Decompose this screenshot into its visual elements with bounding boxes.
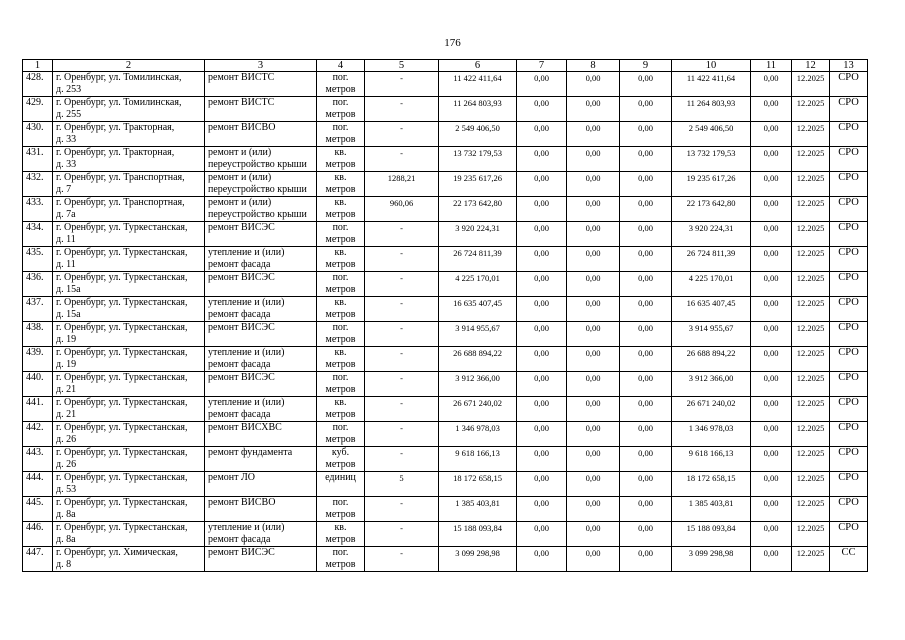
- work-type-cell: ремонт ВИСТС: [205, 72, 317, 97]
- local-funds-cell: 0,00: [620, 247, 672, 272]
- other-funds-cell: 0,00: [751, 247, 792, 272]
- row-number: 442.: [23, 422, 53, 447]
- fund-method-cell: СРО: [830, 222, 868, 247]
- column-header: 5: [365, 60, 439, 72]
- federal-funds-cell: 0,00: [517, 547, 567, 572]
- regional-funds-cell: 0,00: [567, 72, 620, 97]
- total-cost-cell: 1 346 978,03: [439, 422, 517, 447]
- fund-method-cell: СРО: [830, 422, 868, 447]
- local-funds-cell: 0,00: [620, 372, 672, 397]
- deadline-cell: 12.2025: [792, 347, 830, 372]
- work-type-cell: ремонт ВИСЭС: [205, 547, 317, 572]
- local-funds-cell: 0,00: [620, 322, 672, 347]
- total-cost-cell: 3 920 224,31: [439, 222, 517, 247]
- address-cell: г. Оренбург, ул. Томилинская, д. 255: [53, 97, 205, 122]
- work-type-cell: ремонт ВИСЭС: [205, 222, 317, 247]
- row-number: 440.: [23, 372, 53, 397]
- local-funds-cell: 0,00: [620, 297, 672, 322]
- column-header: 10: [672, 60, 751, 72]
- owner-funds-cell: 11 264 803,93: [672, 97, 751, 122]
- quantity-cell: -: [365, 272, 439, 297]
- deadline-cell: 12.2025: [792, 447, 830, 472]
- quantity-cell: -: [365, 422, 439, 447]
- federal-funds-cell: 0,00: [517, 397, 567, 422]
- unit-cell: пог. метров: [317, 222, 365, 247]
- row-number: 445.: [23, 497, 53, 522]
- owner-funds-cell: 26 688 894,22: [672, 347, 751, 372]
- quantity-cell: 960,06: [365, 197, 439, 222]
- local-funds-cell: 0,00: [620, 147, 672, 172]
- column-header: 4: [317, 60, 365, 72]
- federal-funds-cell: 0,00: [517, 297, 567, 322]
- work-type-cell: ремонт фундамента: [205, 447, 317, 472]
- unit-cell: пог. метров: [317, 322, 365, 347]
- other-funds-cell: 0,00: [751, 172, 792, 197]
- address-cell: г. Оренбург, ул. Транспортная, д. 7а: [53, 197, 205, 222]
- owner-funds-cell: 26 724 811,39: [672, 247, 751, 272]
- regional-funds-cell: 0,00: [567, 547, 620, 572]
- work-type-cell: ремонт ЛО: [205, 472, 317, 497]
- unit-cell: пог. метров: [317, 422, 365, 447]
- address-cell: г. Оренбург, ул. Туркестанская, д. 11: [53, 222, 205, 247]
- quantity-cell: -: [365, 247, 439, 272]
- other-funds-cell: 0,00: [751, 547, 792, 572]
- total-cost-cell: 18 172 658,15: [439, 472, 517, 497]
- deadline-cell: 12.2025: [792, 147, 830, 172]
- owner-funds-cell: 3 099 298,98: [672, 547, 751, 572]
- work-type-cell: ремонт ВИСЭС: [205, 272, 317, 297]
- table-row: [23, 447, 868, 472]
- unit-cell: кв. метров: [317, 197, 365, 222]
- quantity-cell: -: [365, 72, 439, 97]
- work-type-cell: утепление и (или) ремонт фасада: [205, 397, 317, 422]
- unit-cell: пог. метров: [317, 122, 365, 147]
- work-type-cell: ремонт и (или) переустройство крыши: [205, 147, 317, 172]
- owner-funds-cell: 16 635 407,45: [672, 297, 751, 322]
- regional-funds-cell: 0,00: [567, 197, 620, 222]
- table-row: [23, 372, 868, 397]
- quantity-cell: -: [365, 397, 439, 422]
- unit-cell: единиц: [317, 472, 365, 497]
- fund-method-cell: СРО: [830, 497, 868, 522]
- quantity-cell: -: [365, 372, 439, 397]
- federal-funds-cell: 0,00: [517, 422, 567, 447]
- local-funds-cell: 0,00: [620, 197, 672, 222]
- regional-funds-cell: 0,00: [567, 122, 620, 147]
- address-cell: г. Оренбург, ул. Туркестанская, д. 26: [53, 422, 205, 447]
- total-cost-cell: 26 671 240,02: [439, 397, 517, 422]
- deadline-cell: 12.2025: [792, 197, 830, 222]
- row-number: 437.: [23, 297, 53, 322]
- deadline-cell: 12.2025: [792, 72, 830, 97]
- regional-funds-cell: 0,00: [567, 447, 620, 472]
- row-number: 435.: [23, 247, 53, 272]
- other-funds-cell: 0,00: [751, 147, 792, 172]
- table-row: [23, 222, 868, 247]
- row-number: 446.: [23, 522, 53, 547]
- federal-funds-cell: 0,00: [517, 222, 567, 247]
- other-funds-cell: 0,00: [751, 297, 792, 322]
- address-cell: г. Оренбург, ул. Туркестанская, д. 26: [53, 447, 205, 472]
- row-number: 428.: [23, 72, 53, 97]
- regional-funds-cell: 0,00: [567, 97, 620, 122]
- table-row: [23, 497, 868, 522]
- quantity-cell: 5: [365, 472, 439, 497]
- federal-funds-cell: 0,00: [517, 122, 567, 147]
- total-cost-cell: 26 724 811,39: [439, 247, 517, 272]
- address-cell: г. Оренбург, ул. Тракторная, д. 33: [53, 122, 205, 147]
- address-cell: г. Оренбург, ул. Туркестанская, д. 21: [53, 372, 205, 397]
- other-funds-cell: 0,00: [751, 222, 792, 247]
- address-cell: г. Оренбург, ул. Туркестанская, д. 15а: [53, 297, 205, 322]
- other-funds-cell: 0,00: [751, 522, 792, 547]
- other-funds-cell: 0,00: [751, 422, 792, 447]
- fund-method-cell: СРО: [830, 397, 868, 422]
- table-row: [23, 172, 868, 197]
- federal-funds-cell: 0,00: [517, 472, 567, 497]
- address-cell: г. Оренбург, ул. Химическая, д. 8: [53, 547, 205, 572]
- table-row: [23, 247, 868, 272]
- deadline-cell: 12.2025: [792, 247, 830, 272]
- regional-funds-cell: 0,00: [567, 172, 620, 197]
- row-number: 441.: [23, 397, 53, 422]
- work-type-cell: ремонт ВИСВО: [205, 497, 317, 522]
- fund-method-cell: СРО: [830, 297, 868, 322]
- table-row: [23, 147, 868, 172]
- unit-cell: пог. метров: [317, 547, 365, 572]
- local-funds-cell: 0,00: [620, 97, 672, 122]
- owner-funds-cell: 26 671 240,02: [672, 397, 751, 422]
- regional-funds-cell: 0,00: [567, 297, 620, 322]
- total-cost-cell: 22 173 642,80: [439, 197, 517, 222]
- federal-funds-cell: 0,00: [517, 247, 567, 272]
- address-cell: г. Оренбург, ул. Туркестанская, д. 19: [53, 322, 205, 347]
- other-funds-cell: 0,00: [751, 322, 792, 347]
- total-cost-cell: 13 732 179,53: [439, 147, 517, 172]
- quantity-cell: -: [365, 322, 439, 347]
- deadline-cell: 12.2025: [792, 522, 830, 547]
- fund-method-cell: СРО: [830, 197, 868, 222]
- address-cell: г. Оренбург, ул. Туркестанская, д. 21: [53, 397, 205, 422]
- fund-method-cell: СРО: [830, 522, 868, 547]
- deadline-cell: 12.2025: [792, 547, 830, 572]
- other-funds-cell: 0,00: [751, 472, 792, 497]
- total-cost-cell: 2 549 406,50: [439, 122, 517, 147]
- row-number: 430.: [23, 122, 53, 147]
- total-cost-cell: 15 188 093,84: [439, 522, 517, 547]
- row-number: 438.: [23, 322, 53, 347]
- deadline-cell: 12.2025: [792, 97, 830, 122]
- unit-cell: кв. метров: [317, 522, 365, 547]
- regional-funds-cell: 0,00: [567, 422, 620, 447]
- table-row: [23, 397, 868, 422]
- fund-method-cell: СРО: [830, 172, 868, 197]
- unit-cell: пог. метров: [317, 272, 365, 297]
- fund-method-cell: СРО: [830, 372, 868, 397]
- other-funds-cell: 0,00: [751, 397, 792, 422]
- table-row: [23, 347, 868, 372]
- total-cost-cell: 11 422 411,64: [439, 72, 517, 97]
- regional-funds-cell: 0,00: [567, 322, 620, 347]
- unit-cell: пог. метров: [317, 72, 365, 97]
- owner-funds-cell: 2 549 406,50: [672, 122, 751, 147]
- deadline-cell: 12.2025: [792, 222, 830, 247]
- table-row: [23, 422, 868, 447]
- fund-method-cell: СРО: [830, 72, 868, 97]
- deadline-cell: 12.2025: [792, 497, 830, 522]
- local-funds-cell: 0,00: [620, 397, 672, 422]
- regional-funds-cell: 0,00: [567, 247, 620, 272]
- regional-funds-cell: 0,00: [567, 472, 620, 497]
- fund-method-cell: СРО: [830, 122, 868, 147]
- address-cell: г. Оренбург, ул. Тракторная, д. 33: [53, 147, 205, 172]
- work-type-cell: ремонт ВИСВО: [205, 122, 317, 147]
- other-funds-cell: 0,00: [751, 72, 792, 97]
- regional-funds-cell: 0,00: [567, 347, 620, 372]
- total-cost-cell: 9 618 166,13: [439, 447, 517, 472]
- deadline-cell: 12.2025: [792, 122, 830, 147]
- unit-cell: пог. метров: [317, 372, 365, 397]
- work-type-cell: ремонт ВИСЭС: [205, 322, 317, 347]
- unit-cell: кв. метров: [317, 397, 365, 422]
- regional-funds-cell: 0,00: [567, 222, 620, 247]
- local-funds-cell: 0,00: [620, 122, 672, 147]
- row-number: 436.: [23, 272, 53, 297]
- local-funds-cell: 0,00: [620, 222, 672, 247]
- fund-method-cell: СРО: [830, 247, 868, 272]
- owner-funds-cell: 22 173 642,80: [672, 197, 751, 222]
- quantity-cell: 1288,21: [365, 172, 439, 197]
- table-body: [23, 72, 868, 572]
- local-funds-cell: 0,00: [620, 497, 672, 522]
- row-number: 429.: [23, 97, 53, 122]
- owner-funds-cell: 15 188 093,84: [672, 522, 751, 547]
- table-row: [23, 72, 868, 97]
- deadline-cell: 12.2025: [792, 372, 830, 397]
- owner-funds-cell: 19 235 617,26: [672, 172, 751, 197]
- table-row: [23, 522, 868, 547]
- quantity-cell: -: [365, 297, 439, 322]
- other-funds-cell: 0,00: [751, 497, 792, 522]
- local-funds-cell: 0,00: [620, 172, 672, 197]
- row-number: 447.: [23, 547, 53, 572]
- address-cell: г. Оренбург, ул. Туркестанская, д. 15а: [53, 272, 205, 297]
- work-type-cell: ремонт ВИСТС: [205, 97, 317, 122]
- column-header: 12: [792, 60, 830, 72]
- federal-funds-cell: 0,00: [517, 272, 567, 297]
- quantity-cell: -: [365, 547, 439, 572]
- fund-method-cell: СРО: [830, 472, 868, 497]
- unit-cell: куб. метров: [317, 447, 365, 472]
- local-funds-cell: 0,00: [620, 522, 672, 547]
- deadline-cell: 12.2025: [792, 172, 830, 197]
- other-funds-cell: 0,00: [751, 272, 792, 297]
- deadline-cell: 12.2025: [792, 297, 830, 322]
- row-number: 433.: [23, 197, 53, 222]
- regional-funds-cell: 0,00: [567, 397, 620, 422]
- column-header: 11: [751, 60, 792, 72]
- federal-funds-cell: 0,00: [517, 447, 567, 472]
- owner-funds-cell: 3 912 366,00: [672, 372, 751, 397]
- row-number: 431.: [23, 147, 53, 172]
- other-funds-cell: 0,00: [751, 97, 792, 122]
- column-header: 2: [53, 60, 205, 72]
- local-funds-cell: 0,00: [620, 72, 672, 97]
- other-funds-cell: 0,00: [751, 447, 792, 472]
- local-funds-cell: 0,00: [620, 547, 672, 572]
- total-cost-cell: 3 099 298,98: [439, 547, 517, 572]
- table-row: [23, 122, 868, 147]
- federal-funds-cell: 0,00: [517, 522, 567, 547]
- work-type-cell: ремонт ВИСЭС: [205, 372, 317, 397]
- unit-cell: пог. метров: [317, 497, 365, 522]
- column-header: 8: [567, 60, 620, 72]
- quantity-cell: -: [365, 447, 439, 472]
- total-cost-cell: 16 635 407,45: [439, 297, 517, 322]
- table-row: [23, 197, 868, 222]
- table-row: [23, 472, 868, 497]
- regional-funds-cell: 0,00: [567, 272, 620, 297]
- federal-funds-cell: 0,00: [517, 497, 567, 522]
- regional-funds-cell: 0,00: [567, 147, 620, 172]
- work-type-cell: утепление и (или) ремонт фасада: [205, 522, 317, 547]
- federal-funds-cell: 0,00: [517, 197, 567, 222]
- owner-funds-cell: 3 914 955,67: [672, 322, 751, 347]
- federal-funds-cell: 0,00: [517, 72, 567, 97]
- fund-method-cell: СРО: [830, 272, 868, 297]
- quantity-cell: -: [365, 222, 439, 247]
- fund-method-cell: СРО: [830, 447, 868, 472]
- owner-funds-cell: 9 618 166,13: [672, 447, 751, 472]
- quantity-cell: -: [365, 497, 439, 522]
- unit-cell: кв. метров: [317, 297, 365, 322]
- owner-funds-cell: 1 385 403,81: [672, 497, 751, 522]
- deadline-cell: 12.2025: [792, 322, 830, 347]
- deadline-cell: 12.2025: [792, 272, 830, 297]
- unit-cell: кв. метров: [317, 147, 365, 172]
- table-row: [23, 322, 868, 347]
- column-header: 1: [23, 60, 53, 72]
- unit-cell: кв. метров: [317, 247, 365, 272]
- owner-funds-cell: 1 346 978,03: [672, 422, 751, 447]
- other-funds-cell: 0,00: [751, 197, 792, 222]
- federal-funds-cell: 0,00: [517, 322, 567, 347]
- regional-funds-cell: 0,00: [567, 497, 620, 522]
- total-cost-cell: 11 264 803,93: [439, 97, 517, 122]
- unit-cell: кв. метров: [317, 172, 365, 197]
- column-header: 6: [439, 60, 517, 72]
- owner-funds-cell: 18 172 658,15: [672, 472, 751, 497]
- table-row: [23, 297, 868, 322]
- page-number: 176: [444, 37, 461, 49]
- address-cell: г. Оренбург, ул. Туркестанская, д. 8а: [53, 522, 205, 547]
- table-row: [23, 97, 868, 122]
- deadline-cell: 12.2025: [792, 472, 830, 497]
- total-cost-cell: 26 688 894,22: [439, 347, 517, 372]
- row-number: 443.: [23, 447, 53, 472]
- local-funds-cell: 0,00: [620, 422, 672, 447]
- header-row: [23, 60, 868, 72]
- row-number: 444.: [23, 472, 53, 497]
- work-type-cell: утепление и (или) ремонт фасада: [205, 297, 317, 322]
- total-cost-cell: 4 225 170,01: [439, 272, 517, 297]
- unit-cell: кв. метров: [317, 347, 365, 372]
- work-type-cell: утепление и (или) ремонт фасада: [205, 347, 317, 372]
- regional-funds-cell: 0,00: [567, 372, 620, 397]
- deadline-cell: 12.2025: [792, 422, 830, 447]
- address-cell: г. Оренбург, ул. Туркестанская, д. 8а: [53, 497, 205, 522]
- work-type-cell: ремонт и (или) переустройство крыши: [205, 172, 317, 197]
- federal-funds-cell: 0,00: [517, 172, 567, 197]
- fund-method-cell: СС: [830, 547, 868, 572]
- total-cost-cell: 19 235 617,26: [439, 172, 517, 197]
- column-header: 7: [517, 60, 567, 72]
- quantity-cell: -: [365, 522, 439, 547]
- address-cell: г. Оренбург, ул. Транспортная, д. 7: [53, 172, 205, 197]
- quantity-cell: -: [365, 347, 439, 372]
- total-cost-cell: 3 914 955,67: [439, 322, 517, 347]
- total-cost-cell: 3 912 366,00: [439, 372, 517, 397]
- table-row: [23, 272, 868, 297]
- fund-method-cell: СРО: [830, 97, 868, 122]
- address-cell: г. Оренбург, ул. Томилинская, д. 253: [53, 72, 205, 97]
- other-funds-cell: 0,00: [751, 372, 792, 397]
- federal-funds-cell: 0,00: [517, 372, 567, 397]
- row-number: 439.: [23, 347, 53, 372]
- regional-funds-cell: 0,00: [567, 522, 620, 547]
- table-row: [23, 547, 868, 572]
- quantity-cell: -: [365, 97, 439, 122]
- row-number: 432.: [23, 172, 53, 197]
- other-funds-cell: 0,00: [751, 347, 792, 372]
- work-type-cell: утепление и (или) ремонт фасада: [205, 247, 317, 272]
- quantity-cell: -: [365, 122, 439, 147]
- deadline-cell: 12.2025: [792, 397, 830, 422]
- federal-funds-cell: 0,00: [517, 347, 567, 372]
- owner-funds-cell: 3 920 224,31: [672, 222, 751, 247]
- address-cell: г. Оренбург, ул. Туркестанская, д. 19: [53, 347, 205, 372]
- owner-funds-cell: 13 732 179,53: [672, 147, 751, 172]
- work-type-cell: ремонт и (или) переустройство крыши: [205, 197, 317, 222]
- owner-funds-cell: 11 422 411,64: [672, 72, 751, 97]
- column-header: 3: [205, 60, 317, 72]
- total-cost-cell: 1 385 403,81: [439, 497, 517, 522]
- register-table: [22, 59, 868, 572]
- quantity-cell: -: [365, 147, 439, 172]
- fund-method-cell: СРО: [830, 322, 868, 347]
- address-cell: г. Оренбург, ул. Туркестанская, д. 11: [53, 247, 205, 272]
- other-funds-cell: 0,00: [751, 122, 792, 147]
- federal-funds-cell: 0,00: [517, 147, 567, 172]
- local-funds-cell: 0,00: [620, 447, 672, 472]
- address-cell: г. Оренбург, ул. Туркестанская, д. 53: [53, 472, 205, 497]
- local-funds-cell: 0,00: [620, 472, 672, 497]
- local-funds-cell: 0,00: [620, 272, 672, 297]
- unit-cell: пог. метров: [317, 97, 365, 122]
- column-header: 9: [620, 60, 672, 72]
- row-number: 434.: [23, 222, 53, 247]
- column-header: 13: [830, 60, 868, 72]
- fund-method-cell: СРО: [830, 347, 868, 372]
- owner-funds-cell: 4 225 170,01: [672, 272, 751, 297]
- work-type-cell: ремонт ВИСХВС: [205, 422, 317, 447]
- federal-funds-cell: 0,00: [517, 97, 567, 122]
- local-funds-cell: 0,00: [620, 347, 672, 372]
- fund-method-cell: СРО: [830, 147, 868, 172]
